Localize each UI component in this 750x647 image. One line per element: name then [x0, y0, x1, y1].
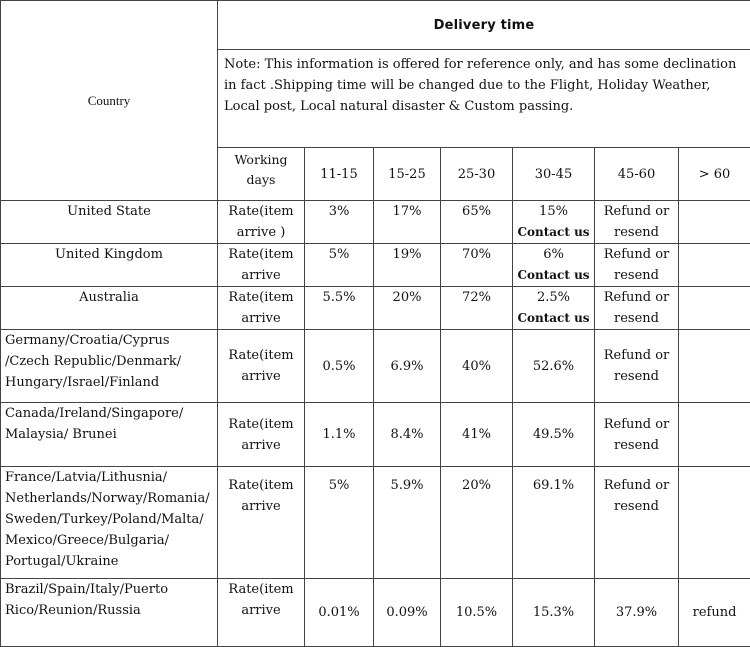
note-line: in fact .Shipping time will be changed due to the Flight, Holiday Weather, [224, 75, 744, 96]
header-title-row [1, 1, 750, 50]
value-25-30: 40% [441, 330, 513, 403]
rate-cell: Rate(item arrive [218, 244, 305, 287]
value-45-60: Refund or resend [595, 201, 679, 244]
value-30-45: 49.5% [513, 403, 595, 467]
note-line: Note: This information is offered for reference only, and has some declination [224, 54, 744, 75]
value-45-60: Refund or resend [595, 244, 679, 287]
table-row [1, 467, 750, 579]
range-header-over-60: > 60 [679, 148, 750, 201]
table-row [1, 330, 750, 403]
value-over-60 [679, 201, 750, 244]
value-11-15: 5.5% [305, 287, 374, 330]
value-45-60: Refund or resend [595, 330, 679, 403]
rate-cell: Rate(item arrive ) [218, 201, 305, 244]
table-row [1, 201, 750, 244]
country-cell: Germany/Croatia/Cyprus /Czech Republic/Denmark/ Hungary/Israel/Finland [1, 330, 218, 403]
value-30-45: 69.1% [513, 467, 595, 579]
contact-us-text: Contact us [513, 308, 594, 329]
country-cell: Australia [1, 287, 218, 330]
value-30-45: 6% Contact us [513, 244, 595, 287]
rate-cell: Rate(item arrive [218, 467, 305, 579]
value-45-60: Refund or resend [595, 403, 679, 467]
table-row [1, 403, 750, 467]
country-cell: United State [1, 201, 218, 244]
note-line: Local post, Local natural disaster & Custom passing. [224, 96, 744, 117]
value-25-30: 70% [441, 244, 513, 287]
rate-cell: Rate(item arrive [218, 330, 305, 403]
country-cell: France/Latvia/Lithusnia/ Netherlands/Norway/Romania/ Sweden/Turkey/Poland/Malta/ Mexico/Greece/Bulgaria/ Portugal/Ukraine [1, 467, 218, 579]
range-header-25-30: 25-30 [441, 148, 513, 201]
value-15-25: 8.4% [374, 403, 441, 467]
country-cell: Brazil/Spain/Italy/Puerto Rico/Reunion/Russia [1, 579, 218, 647]
value-30-45: 15% Contact us [513, 201, 595, 244]
value-over-60 [679, 287, 750, 330]
working-days-header: Working days [218, 148, 305, 201]
value-45-60: 37.9% [595, 579, 679, 647]
contact-us-text: Contact us [513, 222, 594, 243]
value-15-25: 19% [374, 244, 441, 287]
rate-cell: Rate(item arrive [218, 287, 305, 330]
country-cell: United Kingdom [1, 244, 218, 287]
contact-us-text: Contact us [513, 265, 594, 286]
value-25-30: 10.5% [441, 579, 513, 647]
range-header-45-60: 45-60 [595, 148, 679, 201]
country-column-header: Country [1, 1, 218, 201]
value-30-45: 15.3% [513, 579, 595, 647]
value-11-15: 5% [305, 244, 374, 287]
value-25-30: 65% [441, 201, 513, 244]
value-15-25: 0.09% [374, 579, 441, 647]
range-header-11-15: 11-15 [305, 148, 374, 201]
value-25-30: 20% [441, 467, 513, 579]
table-title: Delivery time [218, 1, 750, 50]
value-11-15: 5% [305, 467, 374, 579]
value-45-60: Refund or resend [595, 467, 679, 579]
value-15-25: 6.9% [374, 330, 441, 403]
value-11-15: 0.5% [305, 330, 374, 403]
value-over-60 [679, 467, 750, 579]
value-30-45: 2.5% Contact us [513, 287, 595, 330]
value-11-15: 0.01% [305, 579, 374, 647]
rate-cell: Rate(item arrive [218, 579, 305, 647]
value-30-45: 52.6% [513, 330, 595, 403]
value-15-25: 17% [374, 201, 441, 244]
value-11-15: 3% [305, 201, 374, 244]
value-45-60: Refund or resend [595, 287, 679, 330]
value-25-30: 72% [441, 287, 513, 330]
country-cell: Canada/Ireland/Singapore/ Malaysia/ Brunei [1, 403, 218, 467]
value-over-60: refund [679, 579, 750, 647]
value-11-15: 1.1% [305, 403, 374, 467]
value-15-25: 5.9% [374, 467, 441, 579]
range-header-30-45: 30-45 [513, 148, 595, 201]
value-over-60 [679, 244, 750, 287]
value-over-60 [679, 330, 750, 403]
rate-cell: Rate(item arrive [218, 403, 305, 467]
range-header-15-25: 15-25 [374, 148, 441, 201]
value-over-60 [679, 403, 750, 467]
value-25-30: 41% [441, 403, 513, 467]
reference-note [218, 50, 750, 148]
table-row [1, 244, 750, 287]
value-15-25: 20% [374, 287, 441, 330]
table-row [1, 579, 750, 647]
table-row [1, 287, 750, 330]
